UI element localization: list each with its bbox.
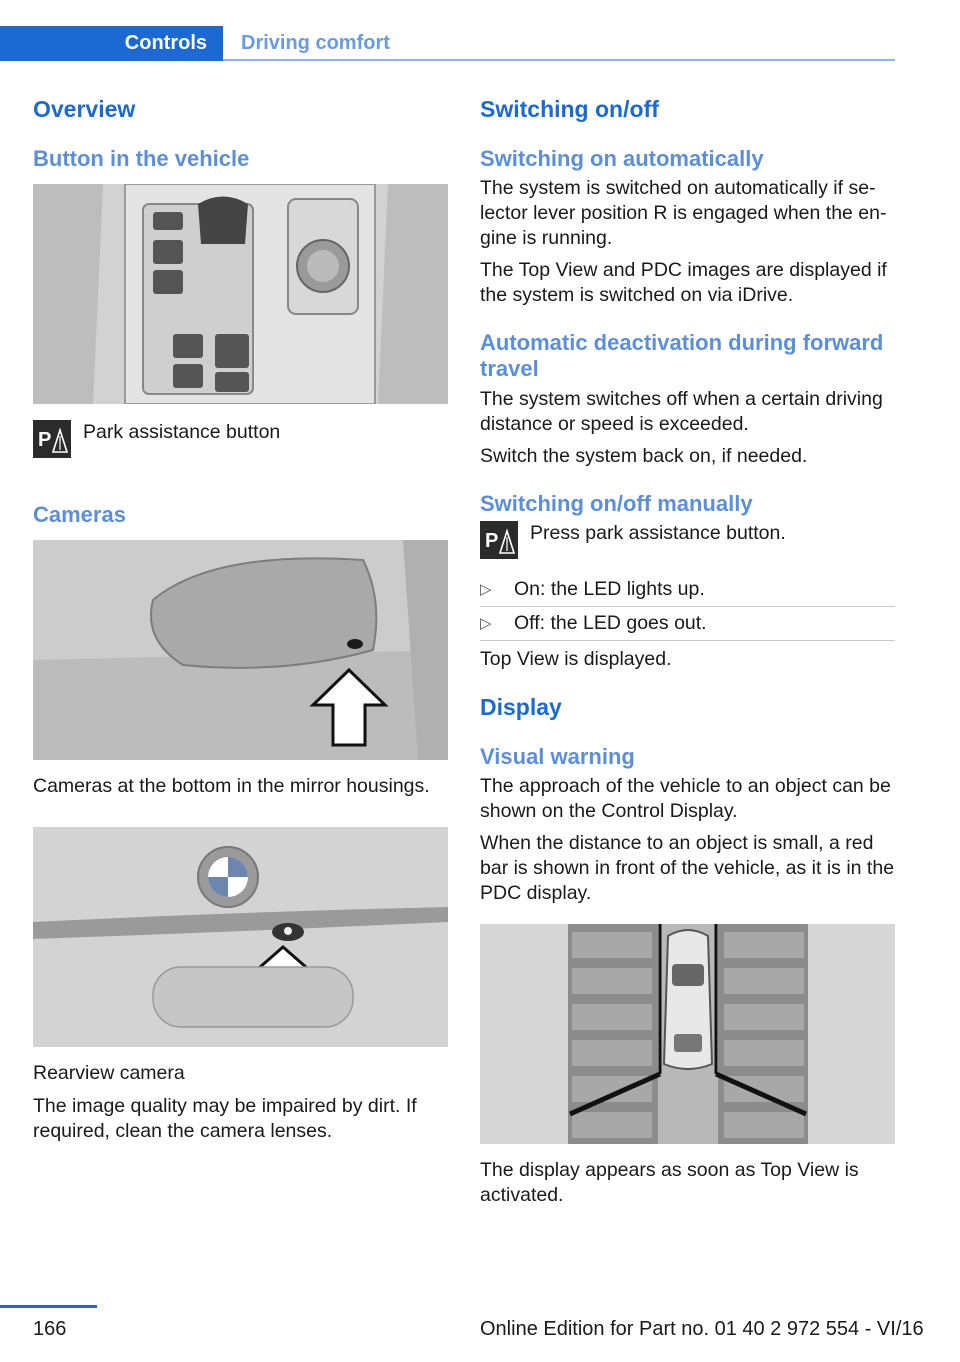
triangle-bullet-icon: ▷ (480, 581, 492, 599)
rearview-camera-figure (33, 827, 448, 1047)
mirror-camera-illustration (33, 540, 448, 760)
triangle-bullet-icon: ▷ (480, 615, 492, 633)
park-assist-button-legend (33, 420, 448, 458)
rearview-camera-illustration (33, 827, 448, 1047)
button-in-vehicle-heading: Button in the vehicle (33, 145, 250, 171)
auto-off-paragraph-1: The system switches off when a certain driving distance or speed is exceeded. (480, 387, 883, 435)
header-subtitle[interactable]: Driving comfort (241, 32, 390, 54)
right-column (480, 96, 895, 1208)
rearview-camera-caption: Rearview camera (33, 1062, 185, 1085)
manual-instruction (480, 521, 895, 559)
auto-off-paragraph-2: Switch the system back on, if needed. (480, 444, 808, 467)
svg-text:P: P (38, 428, 52, 451)
footer-rule (0, 1305, 97, 1308)
manual-instruction-text: Press park assistance button. (530, 522, 786, 545)
mirror-camera-figure (33, 540, 448, 760)
switching-heading: Switching on/off (480, 96, 659, 122)
manual-heading: Switching on/off manually (480, 490, 753, 516)
list-item: ▷ Off: the LED goes out. (480, 606, 895, 640)
left-column (33, 96, 448, 1144)
park-assist-icon (480, 521, 518, 559)
auto-on-paragraph-2: The Top View and PDC images are displayed if the system is switched on via iDrive. (480, 258, 887, 306)
top-view-note: Top View is displayed. (480, 648, 672, 671)
visual-warning-heading: Visual warning (480, 743, 635, 769)
header-rule (223, 59, 895, 61)
overview-heading: Overview (33, 96, 136, 122)
top-view-display-figure (480, 924, 895, 1144)
top-view-illustration (480, 924, 895, 1144)
visual-paragraph-1: The approach of the vehicle to an object can be shown on the Control Display. (480, 775, 891, 823)
auto-off-heading: Automatic deactivation during forward travel (480, 329, 884, 382)
page-number: 166 (33, 1318, 67, 1340)
center-console-figure (33, 184, 448, 404)
park-assist-icon (33, 420, 71, 458)
list-item: ▷ On: the LED lights up. (480, 578, 705, 601)
list-divider (480, 640, 895, 641)
auto-on-heading: Switching on automatically (480, 145, 764, 171)
auto-on-paragraph-1: The system is switched on automatically if selector lever position R is engaged when the engine is running. (480, 176, 887, 249)
center-console-illustration (33, 184, 448, 404)
page-header (0, 26, 895, 61)
edition-text: Online Edition for Part no. 01 40 2 972 554 - VI/16 (480, 1318, 924, 1340)
display-caption: The display appears as soon as Top View is activated. (480, 1159, 859, 1207)
display-heading: Display (480, 694, 562, 721)
park-assist-button-caption: Park assistance button (83, 420, 281, 443)
cameras-heading: Cameras (33, 501, 126, 527)
header-tab-controls[interactable]: Controls (0, 26, 223, 61)
svg-text:P: P (485, 530, 499, 553)
led-status-list (480, 573, 895, 640)
dirt-note: The image quality may be impaired by dirt. If required, clean the camera lenses. (33, 1095, 417, 1143)
visual-paragraph-2: When the distance to an object is small, a red bar is shown in front of the vehicle, as it is in the PDC display. (480, 832, 895, 905)
mirror-camera-caption: Cameras at the bottom in the mirror housings. (33, 775, 430, 798)
